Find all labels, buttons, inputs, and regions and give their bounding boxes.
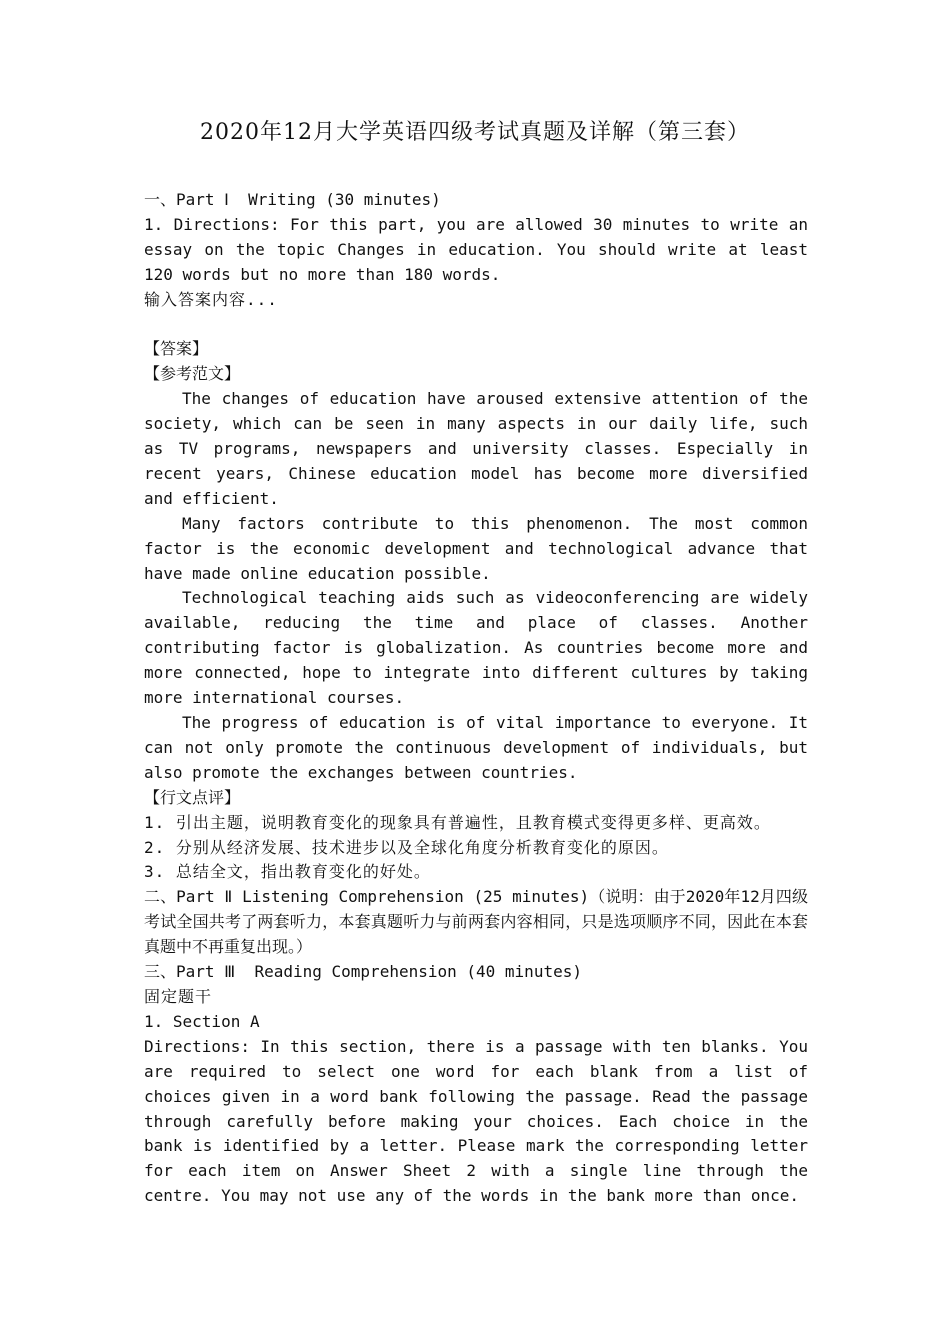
answer-label: 【答案】 (144, 339, 209, 359)
part1-heading: 一、Part Ⅰ Writing (30 minutes) (144, 190, 441, 209)
answer-input-placeholder[interactable]: 输入答案内容... (144, 289, 278, 309)
essay-paragraph: The progress of education is of vital importance to everyone. It can not only promote the continuous development of individuals, but also promote the exchanges between countries. (144, 713, 808, 782)
part2-heading: 二、Part Ⅱ Listening Comprehension (25 minutes)（说明：由于2020年12月四级考试全国共考了两套听力，本套真题听力与前两套内容相同，只是选项顺序不同，因此在本套真题中不再重复出现。） (144, 887, 808, 957)
review-point: 2. 分别从经济发展、技术进步以及全球化角度分析教育变化的原因。 (144, 837, 669, 857)
part1-directions: 1. Directions: For this part, you are allowed 30 minutes to write an essay on the topic Changes in education. You should write at least 120 words but no more than 180 words. (144, 214, 808, 284)
review-point: 1. 引出主题，说明教育变化的现象具有普遍性，且教育模式变得更多样、更高效。 (144, 812, 771, 832)
part3-heading: 三、Part Ⅲ Reading Comprehension (40 minutes) (144, 962, 582, 982)
essay-paragraph: Many factors contribute to this phenomenon. The most common factor is the economic development and technological advance that have made online education possible. (144, 513, 808, 583)
review-point: 3. 总结全文，指出教育变化的好处。 (144, 862, 431, 882)
document-title: 2020年12月大学英语四级考试真题及详解（第三套） (200, 120, 750, 145)
section-a-heading: 1. Section A (144, 1011, 260, 1031)
section-a-directions: Directions: In this section, there is a passage with ten blanks. You are required to select one word for each blank from a list of choices given in a word bank following the passage. Read the passage through carefully before making your choices. Each choice in the bank is identified by a letter. Please mark the corresponding letter for each item on Answer Sheet 2 with a single line through the centre. You may not use any of the words in the bank more than once. (144, 1036, 808, 1206)
fixed-stem-label: 固定题干 (144, 986, 213, 1006)
document-body (144, 188, 808, 1209)
essay-paragraph: The changes of education have aroused extensive attention of the society, which can be seen in many aspects in our daily life, such as TV programs, newspapers and university classes. Especially in recent years, Chinese education model has become more diversified and efficient. (144, 389, 808, 508)
sample-essay-label: 【参考范文】 (144, 364, 241, 384)
essay-paragraph: Technological teaching aids such as videoconferencing are widely available, reducing the time and place of classes. Another contributing factor is globalization. As countries become more and more connected, hope to integrate into different cultures by taking more international courses. (144, 588, 808, 708)
review-label: 【行文点评】 (144, 787, 241, 807)
spacer (144, 313, 808, 338)
